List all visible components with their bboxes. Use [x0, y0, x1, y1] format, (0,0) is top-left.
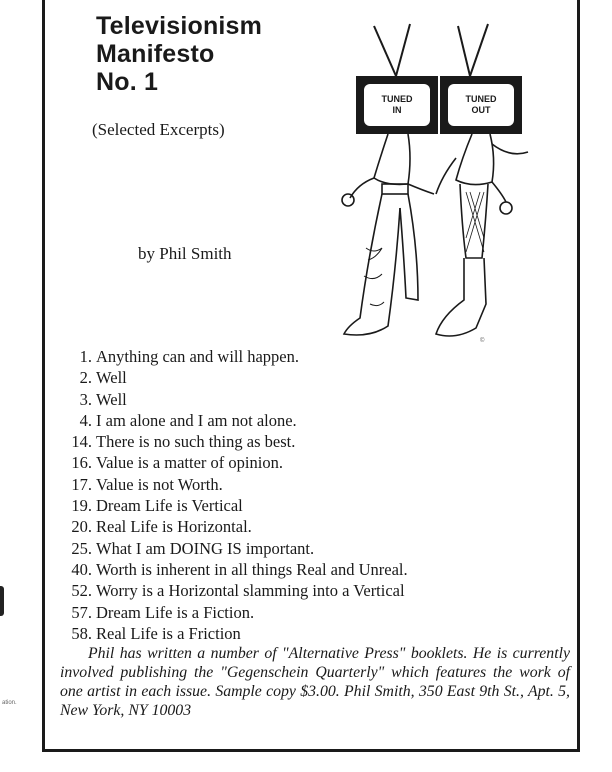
list-item: 20. Real Life is Horizontal.	[71, 517, 252, 537]
list-item: 17. Value is not Worth.	[71, 474, 223, 494]
list-item: 57. Dream Life is a Fiction.	[71, 602, 255, 622]
left-screen-line-1: TUNED	[381, 94, 413, 104]
adjacent-page-fragment	[0, 586, 4, 616]
title-line-2: Manifesto	[96, 40, 215, 68]
subtitle: (Selected Excerpts)	[92, 120, 225, 139]
byline: by Phil Smith	[138, 244, 232, 263]
list-item: 52. Worry is a Horizontal slamming into a Vertical	[71, 581, 405, 601]
list-item: 58. Real Life is a Friction	[71, 623, 241, 643]
list-item: 3. Well	[79, 389, 127, 409]
list-item: 14. There is no such thing as best.	[71, 432, 296, 452]
manifesto-title	[96, 12, 262, 96]
left-screen-line-2: IN	[392, 105, 402, 115]
list-item: 25. What I am DOING IS important.	[71, 538, 315, 558]
title-line-3: No. 1	[96, 68, 159, 96]
list-item: 4. I am alone and I am not alone.	[79, 410, 297, 430]
list-item: 16. Value is a matter of opinion.	[71, 453, 283, 473]
manifesto-list	[62, 346, 408, 644]
right-screen-line-2: OUT	[471, 105, 491, 115]
tv-set-left	[356, 76, 438, 134]
list-item: 1. Anything can and will happen.	[79, 347, 299, 366]
list-item: 2. Well	[79, 368, 127, 388]
list-item: 19. Dream Life is Vertical	[71, 496, 243, 516]
svg-text:©: ©	[480, 338, 485, 344]
author-note: Phil has written a number of "Alternative Press" booklets. He is currently involved publishing the "Gegenschein Quarterly" which features the work of one artist in each issue. Sample copy $3.00. Phil Smith, 350 East 9th St., Apt. 5, New York, NY 10003	[60, 645, 570, 719]
adjacent-page-text: ation.	[2, 700, 17, 706]
right-screen-line-1: TUNED	[465, 94, 497, 104]
tv-set-right	[440, 76, 522, 134]
tv-head-figures-illustration	[330, 8, 530, 348]
list-item: 40. Worth is inherent in all things Real and Unreal.	[71, 559, 408, 579]
title-line-1: Televisionism	[96, 12, 263, 40]
